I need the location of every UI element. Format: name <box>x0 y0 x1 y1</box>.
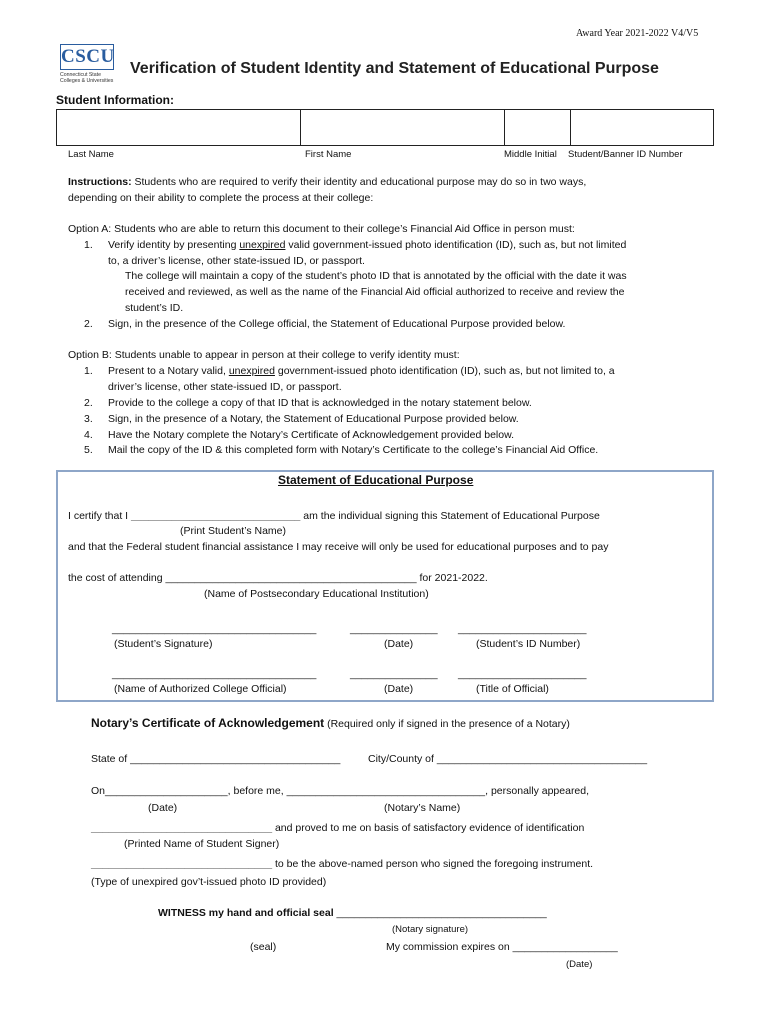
option-b-item-5: Mail the copy of the ID & this completed form with Notary’s Certificate to the college’s Financial Aid Office. <box>108 444 599 456</box>
cscu-logo <box>60 44 116 88</box>
option-b-heading: Option B: Students unable to appear in person at their college to verify identity must: <box>68 349 460 361</box>
option-b-item-3-number: 3. <box>84 413 93 425</box>
certify-line: I certify that I _____________________________ am the individual signing this Statement of Educational Purpose <box>68 510 600 522</box>
cost-line: the cost of attending ___________________________________________ for 2021-2022. <box>68 572 488 584</box>
option-b-item-5-number: 5. <box>84 444 93 456</box>
student-info-heading: Student Information: <box>56 93 174 107</box>
official-name-caption: (Name of Authorized College Official) <box>114 683 287 695</box>
student-id-field[interactable] <box>571 110 712 145</box>
last-name-field[interactable] <box>57 110 301 145</box>
commission-date-caption: (Date) <box>566 959 593 970</box>
county-line[interactable]: City/County of ____________________________________ <box>368 753 648 765</box>
official-date-line[interactable]: _______________ <box>350 668 438 680</box>
date-caption-2: (Date) <box>384 683 414 695</box>
option-b-item-2-number: 2. <box>84 397 93 409</box>
option-a-item-2-number: 2. <box>84 318 93 330</box>
student-id-caption: (Student’s ID Number) <box>476 638 581 650</box>
option-b-item-2: Provide to the college a copy of that ID that is acknowledged in the notary statement below. <box>108 397 532 409</box>
official-title-caption: (Title of Official) <box>476 683 549 695</box>
date-caption-3: (Date) <box>148 802 178 814</box>
date-caption-1: (Date) <box>384 638 414 650</box>
statement-title: Statement of Educational Purpose <box>278 473 474 487</box>
option-b-item-3: Sign, in the presence of a Notary, the Statement of Educational Purpose provided below. <box>108 413 519 425</box>
commission-line[interactable]: My commission expires on __________________ <box>386 941 618 953</box>
first-name-label: First Name <box>305 149 352 160</box>
notary-signature-blank[interactable]: ____________________________________ <box>333 907 547 919</box>
witness-line: WITNESS my hand and official seal ____________________________________ <box>158 907 547 919</box>
printed-name-caption: (Printed Name of Student Signer) <box>124 838 280 850</box>
option-a-item-1-line-5: student’s ID. <box>125 302 184 314</box>
first-name-field[interactable] <box>301 110 505 145</box>
federal-line: and that the Federal student financial assistance I may receive will only be used for educational purposes and to pay <box>68 541 609 553</box>
logo-subtitle: Connecticut State Colleges & Universities <box>60 72 114 84</box>
notary-signature-caption: (Notary signature) <box>392 924 469 935</box>
seal-caption: (seal) <box>250 941 277 953</box>
state-line[interactable]: State of ____________________________________ <box>91 753 341 765</box>
middle-initial-field[interactable] <box>505 110 571 145</box>
institution-caption: (Name of Postsecondary Educational Institution) <box>204 588 429 600</box>
option-a-item-2: Sign, in the presence of the College official, the Statement of Educational Purpose provided below. <box>108 318 566 330</box>
option-b-item-1: Present to a Notary valid, unexpired government-issued photo identification (ID), such as, but not limited to, a <box>108 365 615 377</box>
notary-heading: Notary’s Certificate of Acknowledgement (Required only if signed in the presence of a Notary) <box>91 716 570 730</box>
official-title-line[interactable]: ______________________ <box>458 668 587 680</box>
student-date-line[interactable]: _______________ <box>350 623 438 635</box>
id-blank[interactable]: _______________________________ <box>91 858 273 870</box>
option-a-item-1-line-4: received and reviewed, as well as the name of the Financial Aid official authorized to receive and review the <box>125 286 625 298</box>
page-title: Verification of Student Identity and Statement of Educational Purpose <box>130 60 659 77</box>
last-name-label: Last Name <box>68 149 114 160</box>
option-a-item-1-number: 1. <box>84 239 93 251</box>
instructions-line-1: Instructions: Students who are required to verify their identity and educational purpose may do so in two ways, <box>68 176 587 188</box>
middle-initial-label: Middle Initial <box>504 149 557 160</box>
on-line[interactable]: On_____________________, before me, __________________________________, personally appeared, <box>91 785 590 797</box>
option-a-item-1-line-2: to, a driver’s license, other state-issued ID, or passport. <box>108 255 365 267</box>
signer-line: _______________________________ and proved to me on basis of satisfactory evidence of identification <box>91 822 585 834</box>
id-line: _______________________________ to be the above-named person who signed the foregoing instrument. <box>91 858 594 870</box>
option-a-item-1: Verify identity by presenting unexpired valid government-issued photo identification (ID), such as, but not limited <box>108 239 627 251</box>
option-b-item-4: Have the Notary complete the Notary’s Certificate of Acknowledgement provided below. <box>108 429 515 441</box>
notary-name-caption: (Notary’s Name) <box>384 802 461 814</box>
option-b-item-4-number: 4. <box>84 429 93 441</box>
option-b-item-1-number: 1. <box>84 365 93 377</box>
instructions-line-2: depending on their ability to complete the process at their college: <box>68 192 374 204</box>
student-signature-caption: (Student’s Signature) <box>114 638 213 650</box>
official-name-line[interactable]: ___________________________________ <box>112 668 317 680</box>
option-a-heading: Option A: Students who are able to return this document to their college’s Financial Aid Office in person must: <box>68 223 575 235</box>
student-info-table <box>56 109 714 146</box>
logo-wordmark: CSCU <box>60 44 114 70</box>
student-signature-line[interactable]: ___________________________________ <box>112 623 317 635</box>
option-a-item-1-line-3: The college will maintain a copy of the student’s photo ID that is annotated by the official with the date it was <box>125 270 627 282</box>
signer-blank[interactable]: _______________________________ <box>91 822 273 834</box>
print-name-caption: (Print Student’s Name) <box>180 525 287 537</box>
option-b-item-1-line-2: driver’s license, other state-issued ID, or passport. <box>108 381 342 393</box>
award-year: Award Year 2021-2022 V4/V5 <box>576 28 699 39</box>
student-name-blank[interactable]: _____________________________ <box>131 510 301 522</box>
student-id-line[interactable]: ______________________ <box>458 623 587 635</box>
id-type-caption: (Type of unexpired gov’t-issued photo ID provided) <box>91 876 327 888</box>
student-id-label: Student/Banner ID Number <box>568 149 683 160</box>
